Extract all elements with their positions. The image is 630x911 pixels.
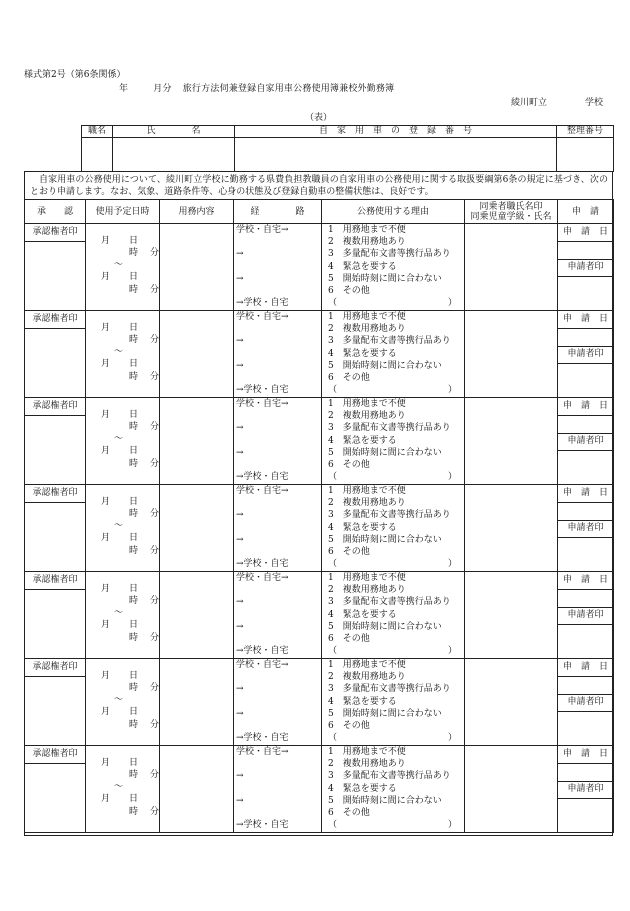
reason-4[interactable]: 4 緊急を要する — [328, 436, 397, 446]
apply-cell — [558, 572, 614, 659]
apply-cell — [558, 224, 614, 311]
route-arrow-1: → — [236, 249, 244, 259]
reason-4[interactable]: 4 緊急を要する — [328, 784, 397, 794]
passenger-cell[interactable] — [465, 311, 558, 398]
end-minute: 分 — [150, 459, 160, 469]
range-tilde: ～ — [114, 782, 124, 792]
header-apply: 申 請 — [558, 200, 614, 224]
apply-date-label: 申 請 日 — [558, 224, 613, 242]
route-end: →学校・自宅 — [236, 733, 289, 743]
usage-row — [25, 398, 614, 485]
start-month: 月 — [101, 323, 111, 333]
approval-cell[interactable] — [25, 485, 86, 572]
route-end: →学校・自宅 — [236, 385, 289, 395]
reason-5[interactable]: 5 開始時刻に間に合わない — [328, 796, 442, 806]
route-cell[interactable] — [234, 746, 322, 833]
reason-2[interactable]: 2 複数用務地あり — [328, 672, 406, 682]
apply-date-field[interactable] — [558, 763, 613, 782]
applicant-seal-label: 申請者印 — [558, 259, 613, 277]
end-day: 日 — [129, 533, 139, 543]
end-hour: 時 — [129, 459, 139, 469]
start-day: 日 — [129, 584, 139, 594]
registration-table — [81, 125, 614, 172]
apply-cell — [558, 485, 614, 572]
reason-4[interactable]: 4 緊急を要する — [328, 349, 397, 359]
form-title — [119, 84, 394, 95]
end-day: 日 — [129, 794, 139, 804]
applicant-seal-label: 申請者印 — [558, 781, 613, 799]
date-cell[interactable] — [86, 572, 160, 659]
route-arrow-1: → — [236, 336, 244, 346]
route-arrow-1: → — [236, 771, 244, 781]
route-cell[interactable] — [234, 572, 322, 659]
applicant-seal-label: 申請者印 — [558, 520, 613, 538]
reason-other-close: ） — [448, 733, 458, 743]
route-cell[interactable] — [234, 224, 322, 311]
reason-4[interactable]: 4 緊急を要する — [328, 523, 397, 533]
reason-2[interactable]: 2 複数用務地あり — [328, 585, 406, 595]
end-day: 日 — [129, 620, 139, 630]
route-cell[interactable] — [234, 485, 322, 572]
reg-plate-cell[interactable] — [235, 138, 557, 172]
reason-3[interactable]: 3 多量配布文書等携行品あり — [328, 597, 451, 607]
route-arrow-2: → — [236, 622, 244, 632]
apply-date-field[interactable] — [558, 676, 613, 695]
start-minute: 分 — [150, 770, 160, 780]
apply-date-field[interactable] — [558, 415, 613, 434]
reason-5[interactable]: 5 開始時刻に間に合わない — [328, 709, 442, 719]
approver-seal-label: 承認権者印 — [25, 224, 85, 242]
start-month: 月 — [101, 410, 111, 420]
reason-4[interactable]: 4 緊急を要する — [328, 697, 397, 707]
form-number: 様式第2号（第6条関係） — [24, 70, 126, 80]
start-hour: 時 — [129, 509, 139, 519]
approver-seal-label: 承認権者印 — [25, 398, 85, 416]
reason-other-open: （ — [328, 646, 338, 656]
reason-cell[interactable] — [322, 311, 465, 398]
front-side-label: （表） — [305, 113, 333, 123]
school-name — [511, 98, 603, 109]
applicant-seal-label: 申請者印 — [558, 607, 613, 625]
header-approval: 承 認 — [25, 200, 86, 224]
end-minute: 分 — [150, 285, 160, 295]
reason-3[interactable]: 3 多量配布文書等携行品あり — [328, 336, 451, 346]
route-arrow-1: → — [236, 684, 244, 694]
reason-1[interactable]: 1 用務地まで不便 — [328, 399, 406, 409]
approver-seal-label: 承認権者印 — [25, 311, 85, 329]
header-passenger — [465, 200, 558, 224]
route-start: 学校・自宅→ — [236, 747, 289, 757]
approver-seal-label: 承認権者印 — [25, 485, 85, 503]
reason-other-open: （ — [328, 298, 338, 308]
reason-other-open: （ — [328, 559, 338, 569]
reason-3[interactable]: 3 多量配布文書等携行品あり — [328, 249, 451, 259]
reg-header-plate: 自 家 用 車 の 登 録 番 号 — [235, 126, 557, 138]
end-day: 日 — [129, 272, 139, 282]
reason-cell[interactable] — [322, 485, 465, 572]
apply-date-field[interactable] — [558, 328, 613, 347]
route-arrow-2: → — [236, 535, 244, 545]
range-tilde: ～ — [114, 521, 124, 531]
end-hour: 時 — [129, 546, 139, 556]
intro-text: 自家用車の公務使用について、綾川町立学校に勤務する県費負担教職員の自家用車の公務使用に関する取扱要綱第6条の規定に基づき、次のとおり申請します。なお、気象、道路条件等、心身の状態及び登録自動車の整備状態は、良好です。 — [30, 175, 608, 197]
reason-1[interactable]: 1 用務地まで不便 — [328, 573, 406, 583]
end-day: 日 — [129, 359, 139, 369]
start-hour: 時 — [129, 683, 139, 693]
reason-other-close: ） — [448, 385, 458, 395]
reason-other-open: （ — [328, 385, 338, 395]
approval-cell[interactable] — [25, 224, 86, 311]
reason-other-close: ） — [448, 559, 458, 569]
reason-3[interactable]: 3 多量配布文書等携行品あり — [328, 510, 451, 520]
reason-1[interactable]: 1 用務地まで不便 — [328, 660, 406, 670]
start-month: 月 — [101, 758, 111, 768]
route-start: 学校・自宅→ — [236, 573, 289, 583]
start-day: 日 — [129, 236, 139, 246]
date-cell[interactable] — [86, 746, 160, 833]
route-end: →学校・自宅 — [236, 820, 289, 830]
route-start: 学校・自宅→ — [236, 312, 289, 322]
school-suffix: 学校 — [585, 98, 604, 108]
usage-table — [24, 199, 614, 833]
route-start: 学校・自宅→ — [236, 486, 289, 496]
end-hour: 時 — [129, 372, 139, 382]
reason-cell[interactable] — [322, 746, 465, 833]
end-day: 日 — [129, 446, 139, 456]
route-arrow-1: → — [236, 597, 244, 607]
end-month: 月 — [101, 794, 111, 804]
reason-6[interactable]: 6 その他 — [328, 721, 370, 731]
usage-row — [25, 659, 614, 746]
end-hour: 時 — [129, 633, 139, 643]
start-hour: 時 — [129, 335, 139, 345]
end-hour: 時 — [129, 285, 139, 295]
range-tilde: ～ — [114, 695, 124, 705]
route-arrow-1: → — [236, 510, 244, 520]
reason-other-close: ） — [448, 820, 458, 830]
start-hour: 時 — [129, 596, 139, 606]
route-arrow-1: → — [236, 423, 244, 433]
range-tilde: ～ — [114, 608, 124, 618]
reason-5[interactable]: 5 開始時刻に間に合わない — [328, 274, 442, 284]
approval-cell[interactable] — [25, 311, 86, 398]
reason-6[interactable]: 6 その他 — [328, 547, 370, 557]
passenger-cell[interactable] — [465, 572, 558, 659]
usage-row — [25, 485, 614, 572]
reason-other-close: ） — [448, 646, 458, 656]
start-hour: 時 — [129, 770, 139, 780]
route-start: 学校・自宅→ — [236, 660, 289, 670]
reason-2[interactable]: 2 複数用務地あり — [328, 324, 406, 334]
title-month: 月分 — [153, 84, 172, 94]
end-minute: 分 — [150, 372, 160, 382]
reason-cell[interactable] — [322, 659, 465, 746]
route-cell[interactable] — [234, 398, 322, 485]
route-end: →学校・自宅 — [236, 559, 289, 569]
usage-row — [25, 311, 614, 398]
start-hour: 時 — [129, 422, 139, 432]
apply-date-field[interactable] — [558, 502, 613, 521]
range-tilde: ～ — [114, 260, 124, 270]
apply-date-label: 申 請 日 — [558, 311, 613, 329]
reason-6[interactable]: 6 その他 — [328, 460, 370, 470]
reason-1[interactable]: 1 用務地まで不便 — [328, 225, 406, 235]
end-hour: 時 — [129, 720, 139, 730]
end-minute: 分 — [150, 720, 160, 730]
end-minute: 分 — [150, 633, 160, 643]
route-start: 学校・自宅→ — [236, 225, 289, 235]
start-month: 月 — [101, 584, 111, 594]
start-minute: 分 — [150, 596, 160, 606]
reason-3[interactable]: 3 多量配布文書等携行品あり — [328, 423, 451, 433]
business-cell[interactable] — [160, 311, 234, 398]
start-minute: 分 — [150, 335, 160, 345]
route-arrow-2: → — [236, 448, 244, 458]
business-cell[interactable] — [160, 224, 234, 311]
header-passenger-line2: 同乗児童学級・氏名 — [470, 211, 552, 222]
route-cell[interactable] — [234, 311, 322, 398]
end-month: 月 — [101, 359, 111, 369]
applicant-seal-label: 申請者印 — [558, 346, 613, 364]
reason-other-close: ） — [448, 472, 458, 482]
business-cell[interactable] — [160, 746, 234, 833]
start-day: 日 — [129, 323, 139, 333]
reason-6[interactable]: 6 その他 — [328, 286, 370, 296]
end-minute: 分 — [150, 807, 160, 817]
start-day: 日 — [129, 410, 139, 420]
apply-date-label: 申 請 日 — [558, 659, 613, 677]
route-start: 学校・自宅→ — [236, 399, 289, 409]
reason-2[interactable]: 2 複数用務地あり — [328, 237, 406, 247]
usage-row — [25, 746, 614, 833]
reason-2[interactable]: 2 複数用務地あり — [328, 759, 406, 769]
approver-seal-label: 承認権者印 — [25, 746, 85, 764]
approver-seal-label: 承認権者印 — [25, 659, 85, 677]
start-day: 日 — [129, 497, 139, 507]
applicant-seal-label: 申請者印 — [558, 694, 613, 712]
route-arrow-2: → — [236, 274, 244, 284]
reg-name-cell[interactable] — [113, 138, 235, 172]
passenger-cell[interactable] — [465, 224, 558, 311]
range-tilde: ～ — [114, 434, 124, 444]
business-cell[interactable] — [160, 398, 234, 485]
route-end: →学校・自宅 — [236, 646, 289, 656]
apply-date-label: 申 請 日 — [558, 746, 613, 764]
date-cell[interactable] — [86, 311, 160, 398]
reason-6[interactable]: 6 その他 — [328, 808, 370, 818]
apply-date-label: 申 請 日 — [558, 572, 613, 590]
end-month: 月 — [101, 272, 111, 282]
route-arrow-2: → — [236, 361, 244, 371]
business-cell[interactable] — [160, 572, 234, 659]
start-minute: 分 — [150, 248, 160, 258]
start-minute: 分 — [150, 509, 160, 519]
start-month: 月 — [101, 497, 111, 507]
reason-1[interactable]: 1 用務地まで不便 — [328, 747, 406, 757]
range-tilde: ～ — [114, 347, 124, 357]
route-end: →学校・自宅 — [236, 298, 289, 308]
apply-cell — [558, 398, 614, 485]
start-month: 月 — [101, 671, 111, 681]
reason-other-open: （ — [328, 820, 338, 830]
reg-serial-cell[interactable] — [557, 138, 614, 172]
reg-header-name: 氏 名 — [113, 126, 235, 138]
header-passenger-line1: 同乗者職氏名印 — [479, 201, 543, 212]
reason-other-open: （ — [328, 472, 338, 482]
approver-seal-label: 承認権者印 — [25, 572, 85, 590]
end-minute: 分 — [150, 546, 160, 556]
title-text: 旅行方法伺兼登録自家用車公務使用簿兼校外勤務簿 — [182, 84, 395, 94]
approval-cell[interactable] — [25, 746, 86, 833]
approval-cell[interactable] — [25, 659, 86, 746]
date-cell[interactable] — [86, 398, 160, 485]
title-year: 年 — [119, 84, 129, 94]
reg-header-serial: 整理番号 — [557, 126, 614, 138]
apply-cell — [558, 659, 614, 746]
header-reason: 公務使用する理由 — [322, 200, 465, 224]
apply-cell — [558, 311, 614, 398]
start-month: 月 — [101, 236, 111, 246]
passenger-cell[interactable] — [465, 659, 558, 746]
reason-1[interactable]: 1 用務地まで不便 — [328, 486, 406, 496]
end-month: 月 — [101, 446, 111, 456]
passenger-cell[interactable] — [465, 746, 558, 833]
reg-position-cell[interactable] — [82, 138, 113, 172]
start-minute: 分 — [150, 683, 160, 693]
start-day: 日 — [129, 671, 139, 681]
reason-2[interactable]: 2 複数用務地あり — [328, 411, 406, 421]
reason-1[interactable]: 1 用務地まで不便 — [328, 312, 406, 322]
reason-other-close: ） — [448, 298, 458, 308]
reason-other-open: （ — [328, 733, 338, 743]
start-day: 日 — [129, 758, 139, 768]
date-cell[interactable] — [86, 485, 160, 572]
end-month: 月 — [101, 620, 111, 630]
apply-date-field[interactable] — [558, 241, 613, 260]
apply-date-label: 申 請 日 — [558, 485, 613, 503]
start-minute: 分 — [150, 422, 160, 432]
route-arrow-2: → — [236, 796, 244, 806]
reason-cell[interactable] — [322, 398, 465, 485]
reason-cell[interactable] — [322, 572, 465, 659]
end-month: 月 — [101, 707, 111, 717]
reason-5[interactable]: 5 開始時刻に間に合わない — [328, 622, 442, 632]
date-cell[interactable] — [86, 224, 160, 311]
applicant-seal-label: 申請者印 — [558, 433, 613, 451]
header-date: 使用予定日時 — [86, 200, 160, 224]
reason-3[interactable]: 3 多量配布文書等携行品あり — [328, 684, 451, 694]
business-cell[interactable] — [160, 485, 234, 572]
usage-row — [25, 572, 614, 659]
apply-date-field[interactable] — [558, 589, 613, 608]
end-month: 月 — [101, 533, 111, 543]
apply-cell — [558, 746, 614, 833]
approval-cell[interactable] — [25, 398, 86, 485]
route-cell[interactable] — [234, 659, 322, 746]
usage-row — [25, 224, 614, 311]
passenger-cell[interactable] — [465, 398, 558, 485]
reason-2[interactable]: 2 複数用務地あり — [328, 498, 406, 508]
reason-6[interactable]: 6 その他 — [328, 634, 370, 644]
route-arrow-2: → — [236, 709, 244, 719]
reason-5[interactable]: 5 開始時刻に間に合わない — [328, 448, 442, 458]
header-route: 経 路 — [234, 200, 322, 224]
start-hour: 時 — [129, 248, 139, 258]
apply-date-label: 申 請 日 — [558, 398, 613, 416]
header-business: 用務内容 — [160, 200, 234, 224]
reason-4[interactable]: 4 緊急を要する — [328, 262, 397, 272]
reason-5[interactable]: 5 開始時刻に間に合わない — [328, 535, 442, 545]
reason-cell[interactable] — [322, 224, 465, 311]
school-prefix: 綾川町立 — [511, 98, 548, 108]
reason-6[interactable]: 6 その他 — [328, 373, 370, 383]
passenger-cell[interactable] — [465, 485, 558, 572]
end-hour: 時 — [129, 807, 139, 817]
date-cell[interactable] — [86, 659, 160, 746]
reason-5[interactable]: 5 開始時刻に間に合わない — [328, 361, 442, 371]
end-day: 日 — [129, 707, 139, 717]
reg-header-position: 職名 — [82, 126, 113, 138]
approval-cell[interactable] — [25, 572, 86, 659]
business-cell[interactable] — [160, 659, 234, 746]
reason-3[interactable]: 3 多量配布文書等携行品あり — [328, 771, 451, 781]
route-end: →学校・自宅 — [236, 472, 289, 482]
reason-4[interactable]: 4 緊急を要する — [328, 610, 397, 620]
